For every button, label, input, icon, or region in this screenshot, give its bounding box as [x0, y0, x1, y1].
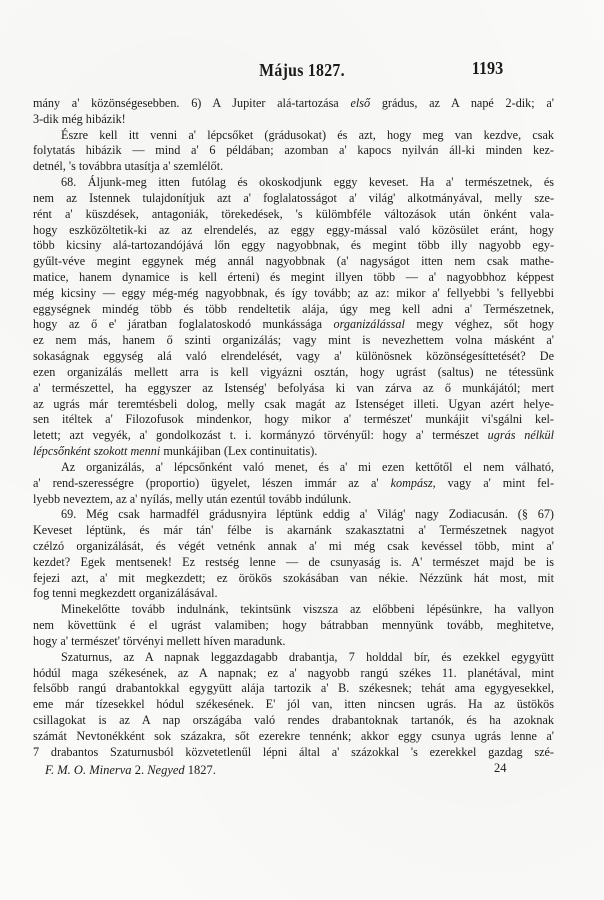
- text-run: ezen organizálás mellett arra is kell vigyázni osztán, hogy ugrást (saltus) ne tétessünk: [33, 364, 554, 379]
- text-line: [33, 523, 554, 537]
- text-line: [33, 333, 554, 347]
- text-run: fejezi azt, a' mit megkezdett; ez örökös szokásában van nékie. Nézzünk hát most, mit: [33, 570, 554, 585]
- italic-text: organizálással: [333, 317, 405, 332]
- text-run: kezdet? Egek mentsenek! Ez restség lenne — de csunyaság is. A' természet majd be is: [33, 554, 554, 569]
- text-line: [33, 428, 554, 442]
- text-line: [33, 207, 554, 221]
- text-line: [33, 317, 554, 331]
- text-run: lyebb neveztem, az a' nyílás, melly után ezentúl tovább indúlunk.: [33, 491, 352, 506]
- text-run: 68. Áljunk-meg itten futólag és okoskodjunk eggy keveset. Ha a' természetnek, és: [61, 175, 554, 190]
- text-run: 69. Még csak harmadfél grádusnyira léptünk eddig a' Világ' nagy Zodiacusán. (§ 67): [61, 507, 554, 522]
- text-line: [61, 602, 554, 616]
- text-run: Minekelőtte tovább indulnánk, tekintsünk viszsza az előbbeni lépésünkre, ha vallyon: [61, 602, 554, 617]
- footer-signature: [45, 763, 216, 778]
- text-run: az ugrás már teremtésbeli dolog, melly csak magát az Istenséget illeti. Ugyan azért helye-: [33, 396, 554, 411]
- text-run: ez nem más, hanem ő szinti organizálás; vagy mint is nevezhettem volna másként a': [33, 333, 554, 348]
- text-run: Észre kell itt venni a' lépcsőket (grádusokat) és azt, hogy meg van kezdve, csak: [61, 127, 554, 142]
- text-line: [33, 349, 554, 363]
- italic-text: Negyed: [147, 763, 185, 777]
- text-run: sokaságnak eggység alá való elrendelését, vagy a' különösnek közönségesíttetését? De: [33, 349, 554, 364]
- text-line: [33, 713, 554, 727]
- text-run: eme már tízesekkel hódul székesének. E' jól van, itten nincsen ugrás. Ha az üstökös: [33, 697, 554, 712]
- text-line: [33, 143, 554, 157]
- text-line: [33, 571, 554, 585]
- text-run: még kicsiny — eggy még-még nagyobbnak, és így tovább; az az: mikor a' fellyebbi 's fellyebbi: [33, 285, 554, 300]
- italic-text: első: [350, 96, 371, 110]
- text-line: [33, 238, 554, 252]
- text-run: 3-dik még hibázik!: [33, 111, 126, 126]
- text-run: mány a' közönségesebben. 6) A Jupiter alá-tartozása: [33, 96, 351, 110]
- text-line: [33, 634, 554, 648]
- text-line: [33, 539, 554, 553]
- text-line: [33, 412, 554, 426]
- text-line: [33, 492, 554, 506]
- italic-text: ugrás nélkül: [487, 428, 555, 443]
- text-line: [33, 302, 554, 316]
- text-line: [33, 697, 554, 711]
- text-run: munkájiban (Lex continuitatis).: [160, 444, 318, 459]
- text-line: [33, 159, 554, 173]
- text-line: [33, 666, 554, 680]
- text-run: felsőbb rangú drabantokkal egygyütt alája tartozik a' B. székesnek; tehát ama egygyesekkel,: [33, 681, 554, 696]
- running-header-title: Május 1827.: [259, 60, 345, 80]
- text-line: [33, 286, 554, 300]
- text-run: számát Nevtonékként sok százakra, sőt ezerekre tennénk; akkor eggy csunya ugrás lenne a': [33, 728, 554, 743]
- text-run: 7 drabantos Szaturnusból közvetetlenűl lépni által a' százokkal 's ezerekkel gazdag szé-: [33, 744, 554, 759]
- text-line: [33, 381, 554, 395]
- text-run: nem az Istennek tulajdonítjuk azt a' foglalatosságot a' világ' alkotmányával, melly sze-: [33, 190, 554, 205]
- text-run: 1827.: [184, 763, 216, 777]
- text-line: [33, 745, 554, 759]
- italic-text: kompász: [390, 475, 433, 490]
- text-run: rént a' küszdések, antagoniák, törekedések, 's külömbféle változások után önként vala-: [33, 206, 554, 221]
- text-run: megy véghez, sőt hogy: [404, 317, 554, 332]
- text-run: czélzó organizálását, és végét vetnénk annak a' mi még csak kevéssel több, mint a': [33, 538, 554, 553]
- text-run: a' rend-szerességre (proportio) ügyelet, lészen immár az a': [33, 475, 391, 490]
- text-line: [33, 397, 554, 411]
- text-run: fog tenni megkezdett organizálásával.: [33, 586, 218, 601]
- text-line: [61, 460, 554, 474]
- text-line: [33, 444, 554, 458]
- text-line: [33, 270, 554, 284]
- text-line: [61, 175, 554, 189]
- text-run: gyűlt-véve megint eggynek még annál nagyobbnak (a' nagyságot itten nem csak mathe-: [33, 254, 554, 269]
- text-run: Az organizálás, a' lépcsőnként való menet, és a' mi ezen kettőtől el nem válható,: [61, 459, 554, 474]
- text-run: Szaturnus, az A napnak leggazdagabb drabantja, 7 holddal bír, és ezekkel egygyütt: [61, 649, 554, 664]
- text-line: [33, 191, 554, 205]
- text-run: letett; azt vegyék, a' gondolkozást t. i. kormányzó törvényűl: hogy a' természet: [33, 428, 488, 443]
- text-line: [61, 128, 554, 142]
- text-run: 2.: [131, 763, 148, 777]
- text-run: matice, hanem dynamice is kell érteni) és megint illyen több — a' nagyobbhoz képpest: [33, 270, 554, 285]
- text-run: sen itéltek a' Filozofusok mindenkor, hogy mikor a' természet' munkájit vi'sgálni kel-: [33, 412, 554, 427]
- text-line: [61, 650, 554, 664]
- text-run: hódúl maga székesének, az A napnak; ez a' nagyobb rangú székes 11. planétával, mint: [33, 665, 554, 680]
- text-line: [33, 618, 554, 632]
- text-run: a' természettel, ha eggyszer az Istenség' befolyása ki van zárva az ő munkájától; mert: [33, 380, 554, 395]
- text-run: csillagokat is az A nap országába való rendes drabantoknak tartanók, és ha azoknak: [33, 712, 554, 727]
- text-run: folytatás hibázik — mind a' 6 példában; azomban a' kapocs nyilván áll-ki minden kez-: [33, 143, 554, 158]
- text-run: hogy a' természet' törvényi mellett híven maradunk.: [33, 633, 286, 648]
- text-line: [33, 555, 554, 569]
- text-line: [33, 254, 554, 268]
- text-run: Keveset léptünk, és már tán' félbe is akarnánk szakasztatni a' Természetnek nagyot: [33, 523, 554, 538]
- text-line: [33, 365, 554, 379]
- text-line: [33, 476, 554, 490]
- sheet-number: 24: [494, 761, 507, 775]
- italic-text: lépcsőnként szokott menni: [33, 444, 161, 459]
- text-line: [33, 681, 554, 695]
- text-run: detnél, 's továbbra utasítja a' szemlélőt.: [33, 159, 224, 174]
- text-run: hogy az ő e' járatban foglalatoskodó munkássága: [33, 317, 334, 332]
- text-run: eggységnek mindég több és több rendeltetik alája, úgy meg kell adni a' Természetnek,: [33, 301, 554, 316]
- text-run: grádus, az A napé 2-dik; a': [370, 96, 554, 110]
- text-line: [61, 507, 554, 521]
- text-run: , vagy a' mint fel-: [432, 475, 555, 490]
- text-run: hogy eszközöltetik-ki az az elrendelés, az eggy eggy-mással való közösület eránt, hogy: [33, 222, 554, 237]
- italic-text: F. M. O. Minerva: [45, 763, 132, 777]
- text-line: [33, 96, 554, 110]
- page-number: 1193: [471, 58, 504, 78]
- text-line: [33, 729, 554, 743]
- text-line: [33, 112, 554, 126]
- text-run: több kicsiny alá-tartozandójává lőn eggy nagyobbnak, és megint több illy nagyobb egy-: [33, 238, 554, 253]
- text-line: [33, 586, 554, 600]
- text-run: nem követtünk é el ugrást valamiben; hogy bátrabban mennyünk tovább, meghitetve,: [33, 618, 554, 633]
- text-line: [33, 223, 554, 237]
